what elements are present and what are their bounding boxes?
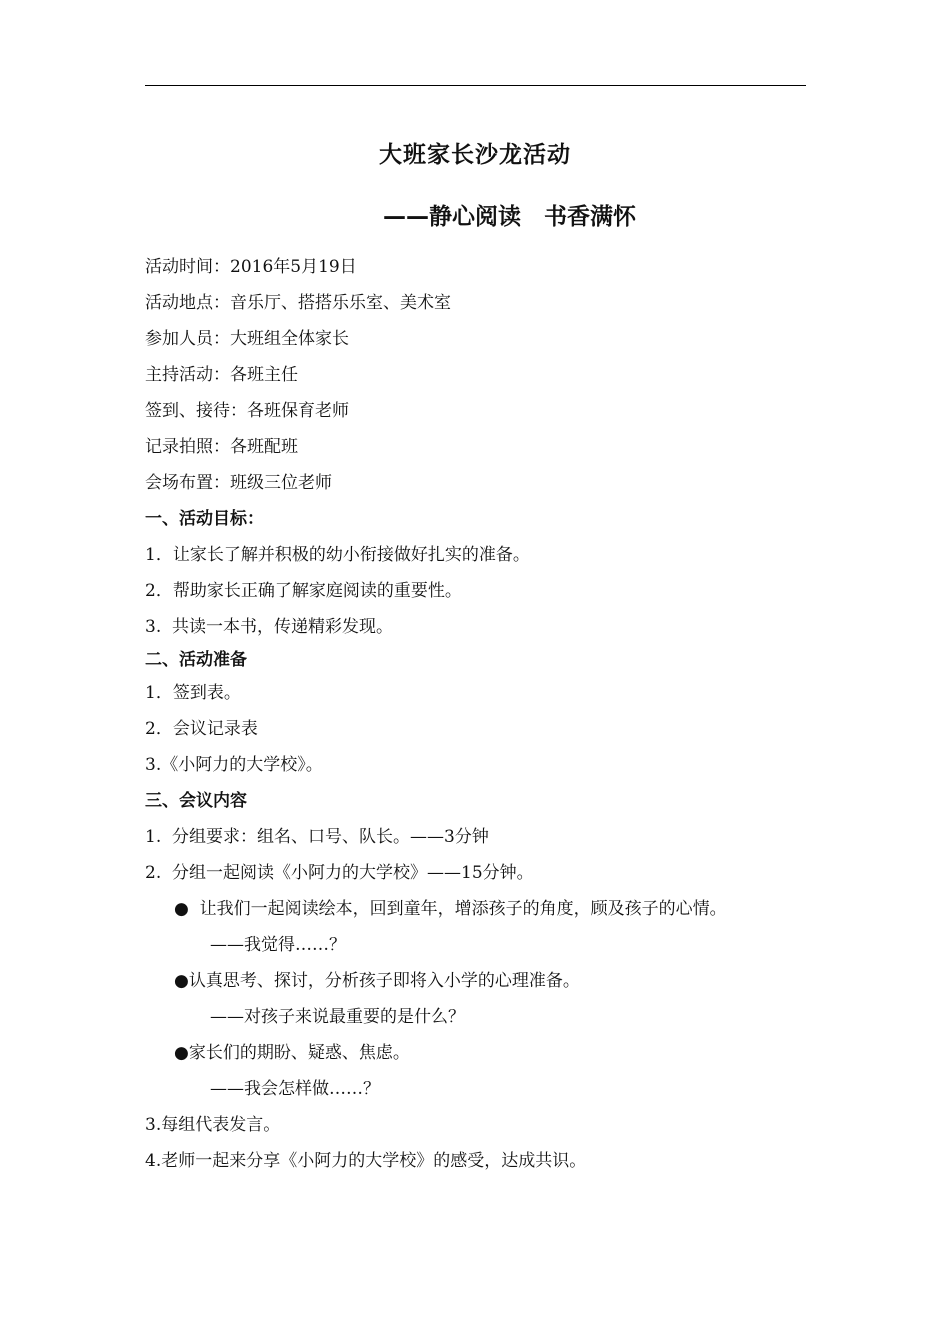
prep-item-1: 1．签到表。 [145,683,241,703]
section-heading-preparation: 二、活动准备 [145,650,247,670]
content-item-1: 1. 分组要求：组名、口号、队长。——3分钟 [145,827,489,847]
bullet-sub-3: ——我会怎样做……？ [210,1079,380,1099]
info-host: 主持活动：各班主任 [145,365,298,385]
prep-item-3: 3.《小阿力的大学校》。 [145,755,323,775]
bullet-item-2: ●认真思考、探讨，分析孩子即将入小学的心理准备。 [174,971,580,991]
goal-item-1: 1．让家长了解并积极的幼小衔接做好扎实的准备。 [145,545,530,565]
section-heading-goals: 一、活动目标： [145,509,264,529]
document-subtitle: ——静心阅读 书香满怀 [383,204,636,230]
info-participants: 参加人员：大班组全体家长 [145,329,349,349]
bullet-sub-2: ——对孩子来说最重要的是什么？ [210,1007,465,1027]
content-item-3: 3.每组代表发言。 [145,1115,281,1135]
header-rule [145,85,806,86]
content-item-2: 2. 分组一起阅读《小阿力的大学校》——15分钟。 [145,863,534,883]
bullet-item-3: ●家长们的期盼、疑惑、焦虑。 [174,1043,410,1063]
goal-item-3: 3. 共读一本书，传递精彩发现。 [145,617,394,637]
document-title: 大班家长沙龙活动 [379,142,571,168]
info-venue-setup: 会场布置：班级三位老师 [145,473,332,493]
info-location: 活动地点：音乐厅、搭搭乐乐室、美术室 [145,293,451,313]
prep-item-2: 2．会议记录表 [145,719,258,739]
section-heading-content: 三、会议内容 [145,791,247,811]
info-time: 活动时间：2016年5月19日 [145,257,357,277]
bullet-sub-1: ——我觉得……？ [210,935,346,955]
info-reception: 签到、接待：各班保育老师 [145,401,349,421]
content-item-4: 4.老师一起来分享《小阿力的大学校》的感受，达成共识。 [145,1151,587,1171]
bullet-item-1: ● 让我们一起阅读绘本，回到童年，增添孩子的角度，顾及孩子的心情。 [174,899,727,919]
info-photography: 记录拍照：各班配班 [145,437,298,457]
goal-item-2: 2．帮助家长正确了解家庭阅读的重要性。 [145,581,462,601]
